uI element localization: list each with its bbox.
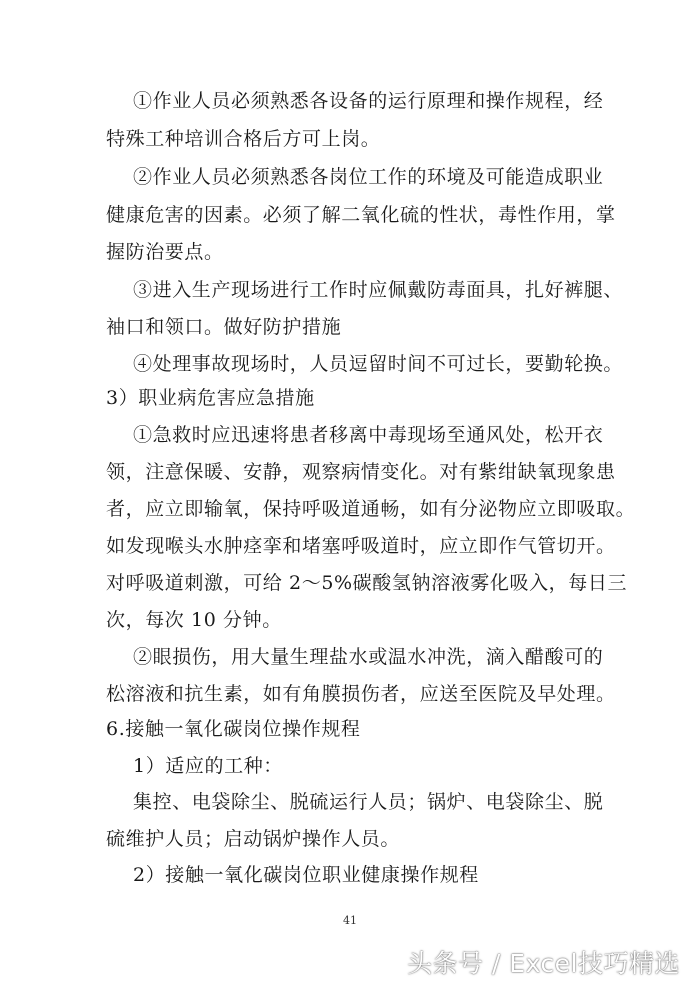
text-line: 者，应立即输氧，保持呼吸道通畅，如有分泌物应立即吸取。 bbox=[106, 498, 636, 520]
text-line: ③进入生产现场进行工作时应佩戴防毒面具，扎好裤腿、 bbox=[133, 279, 624, 301]
page-number: 41 bbox=[343, 914, 357, 927]
text-line: ①作业人员必须熟悉各设备的运行原理和操作规程，经 bbox=[133, 90, 604, 112]
text-line: 硫维护人员；启动锅炉操作人员。 bbox=[106, 828, 401, 850]
text-line: 松溶液和抗生素，如有角膜损伤者，应送至医院及早处理。 bbox=[106, 683, 616, 705]
text-line: ①急救时应迅速将患者移离中毒现场至通风处，松开衣 bbox=[133, 424, 604, 446]
text-line: 次，每次 10 分钟。 bbox=[106, 609, 282, 631]
text-line: ④处理事故现场时，人员逗留时间不可过长，要勤轮换。 bbox=[133, 353, 624, 375]
text-line: ②眼损伤，用大量生理盐水或温水冲洗，滴入醋酸可的 bbox=[133, 646, 604, 668]
section-heading: 6.接触一氧化碳岗位操作规程 bbox=[106, 718, 361, 740]
text-line: 袖口和领口。做好防护措施 bbox=[106, 316, 342, 338]
text-line: 集控、电袋除尘、脱硫运行人员；锅炉、电袋除尘、脱 bbox=[133, 791, 604, 813]
section-heading: 3）职业病危害应急措施 bbox=[106, 387, 315, 409]
text-line: 领，注意保暖、安静，观察病情变化。对有紫绀缺氧现象患 bbox=[106, 461, 616, 483]
subsection-heading: 2）接触一氧化碳岗位职业健康操作规程 bbox=[133, 864, 479, 886]
text-line: 握防治要点。 bbox=[106, 241, 224, 263]
text-line: 健康危害的因素。必须了解二氧化硫的性状，毒性作用，掌 bbox=[106, 204, 616, 226]
text-line: 特殊工种培训合格后方可上岗。 bbox=[106, 128, 381, 150]
subsection-heading: 1）适应的工种： bbox=[133, 755, 283, 777]
text-line: ②作业人员必须熟悉各岗位工作的环境及可能造成职业 bbox=[133, 166, 604, 188]
text-line: 如发现喉头水肿痉挛和堵塞呼吸道时，应立即作气管切开。 bbox=[106, 535, 616, 557]
watermark: 头条号 / Excel技巧精选 bbox=[406, 949, 680, 978]
text-line: 对呼吸道刺激，可给 2～5%碳酸氢钠溶液雾化吸入，每日三 bbox=[106, 572, 628, 594]
